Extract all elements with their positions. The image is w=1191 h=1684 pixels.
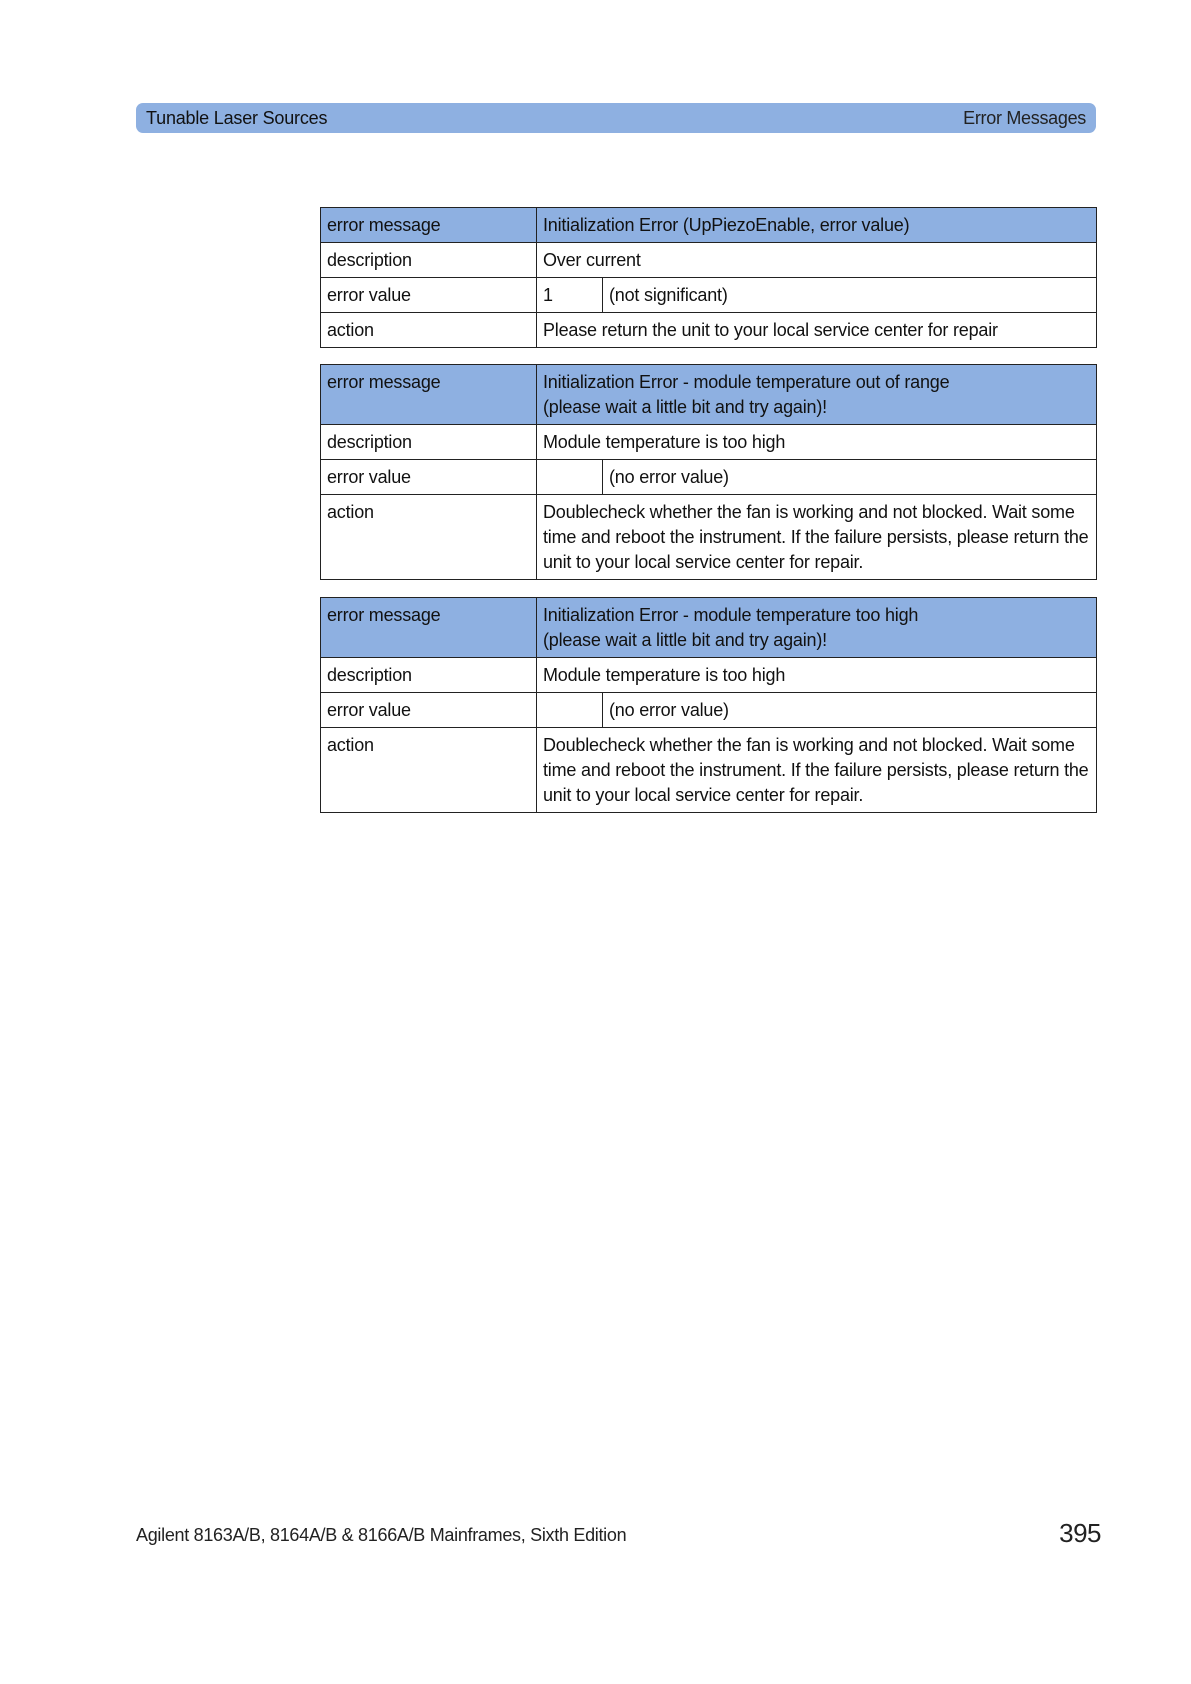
action-line: Please return the unit to your local service center for repair (543, 320, 998, 340)
table-row (321, 208, 1097, 243)
table-row (321, 598, 1097, 658)
action-line: Doublecheck whether the fan is working and not blocked. Wait some (543, 502, 1075, 522)
table-row (321, 728, 1097, 813)
action-text (537, 728, 1097, 813)
table-row (321, 495, 1097, 580)
footer-document-title: Agilent 8163A/B, 8164A/B & 8166A/B Mainframes, Sixth Edition (136, 1525, 627, 1545)
description-text: Module temperature is too high (537, 425, 1097, 460)
error-value (537, 460, 603, 495)
error-value: 1 (537, 278, 603, 313)
action-label: action (321, 728, 537, 813)
error-value (537, 693, 603, 728)
description-text: Over current (537, 243, 1097, 278)
table-row (321, 278, 1097, 313)
action-line: Doublecheck whether the fan is working and not blocked. Wait some (543, 735, 1075, 755)
error-message-text (537, 365, 1097, 425)
error-message-text (537, 598, 1097, 658)
table-row (321, 313, 1097, 348)
action-label: action (321, 313, 537, 348)
error-table-3 (320, 597, 1097, 813)
action-line: unit to your local service center for repair. (543, 785, 864, 805)
table-row (321, 460, 1097, 495)
error-value-note: (no error value) (603, 460, 1097, 495)
table-row (321, 243, 1097, 278)
page-number: 395 (1059, 1518, 1101, 1548)
error-message-label: error message (321, 208, 537, 243)
error-value-note: (no error value) (603, 693, 1097, 728)
error-message-label: error message (321, 598, 537, 658)
error-message-line: (please wait a little bit and try again)! (543, 397, 827, 417)
description-label: description (321, 658, 537, 693)
action-line: time and reboot the instrument. If the failure persists, please return the (543, 760, 1089, 780)
table-row (321, 658, 1097, 693)
description-label: description (321, 243, 537, 278)
table-row (321, 365, 1097, 425)
error-message-line: Initialization Error - module temperature out of range (543, 372, 950, 392)
error-value-label: error value (321, 278, 537, 313)
header-chapter-title: Tunable Laser Sources (146, 108, 328, 128)
header-section-title: Error Messages (963, 108, 1086, 128)
error-message-line: Initialization Error - module temperature too high (543, 605, 919, 625)
action-label: action (321, 495, 537, 580)
error-message-label: error message (321, 365, 537, 425)
error-message-text (537, 208, 1097, 243)
action-line: unit to your local service center for repair. (543, 552, 864, 572)
table-row (321, 693, 1097, 728)
error-message-line: Initialization Error (UpPiezoEnable, error value) (543, 215, 910, 235)
error-message-line: (please wait a little bit and try again)! (543, 630, 827, 650)
table-row (321, 425, 1097, 460)
error-table-2 (320, 364, 1097, 580)
running-header (136, 103, 1096, 133)
description-text: Module temperature is too high (537, 658, 1097, 693)
action-text (537, 495, 1097, 580)
error-value-label: error value (321, 693, 537, 728)
description-label: description (321, 425, 537, 460)
action-line: time and reboot the instrument. If the failure persists, please return the (543, 527, 1089, 547)
action-text (537, 313, 1097, 348)
error-table-1 (320, 207, 1097, 348)
error-value-note: (not significant) (603, 278, 1097, 313)
error-value-label: error value (321, 460, 537, 495)
